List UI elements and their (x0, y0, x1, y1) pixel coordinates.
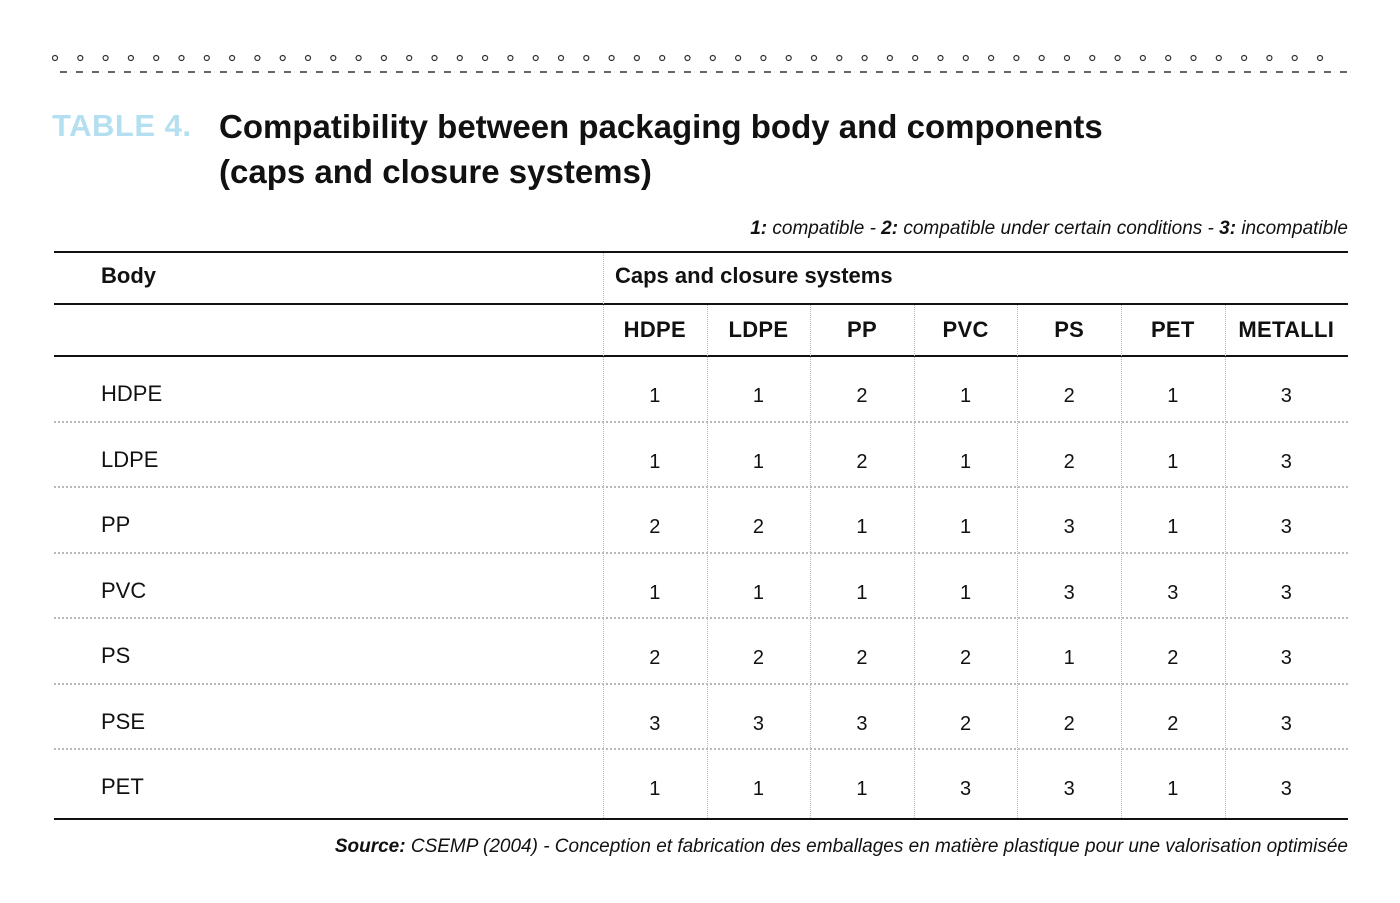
border-circle (786, 56, 791, 61)
compat-cell-metalli: 3 (1280, 778, 1292, 800)
compat-cell-hdpe: 1 (649, 385, 661, 407)
legend-text-3: incompatible (1236, 218, 1348, 239)
border-circle (1242, 56, 1247, 61)
row-label: HDPE (101, 381, 163, 406)
border-circle (381, 56, 386, 61)
compat-cell-pvc: 1 (960, 385, 972, 407)
border-circle (584, 56, 589, 61)
border-circle (179, 56, 184, 61)
compat-cell-ldpe: 3 (752, 712, 764, 735)
column-header-pet: PET (1150, 317, 1195, 342)
border-circle (1065, 56, 1070, 61)
column-header-pp: PP (847, 317, 877, 342)
table-number-label: TABLE 4. (52, 108, 192, 143)
table-bottom-rule (54, 818, 1348, 820)
table-row-ps (54, 617, 1348, 682)
compat-cell-pet: 1 (1167, 778, 1179, 800)
border-circle (432, 56, 437, 61)
border-circle (1140, 56, 1145, 61)
compat-cell-pet: 1 (1167, 385, 1179, 407)
border-circle (1191, 56, 1196, 61)
border-circle (204, 56, 209, 61)
legend-key-2: 2: (881, 218, 899, 239)
legend-key-1: 1: (750, 218, 768, 239)
compat-cell-ps: 2 (1063, 450, 1075, 473)
border-circle (230, 56, 235, 61)
compat-cell-metalli: 3 (1280, 647, 1292, 669)
compat-cell-ps: 3 (1063, 581, 1075, 604)
border-circle (913, 56, 918, 61)
table-title-line-1: Compatibility between packaging body and components (219, 108, 1103, 145)
source-label: Source: (334, 836, 406, 857)
border-circle (533, 56, 538, 61)
compat-cell-pvc: 1 (960, 450, 972, 473)
compat-cell-pp: 2 (856, 385, 868, 407)
table-title-line-2: (caps and closure systems) (219, 153, 652, 190)
compat-cell-metalli: 3 (1280, 516, 1292, 538)
border-circle (1216, 56, 1221, 61)
compat-cell-pet: 2 (1167, 647, 1179, 669)
compat-cell-metalli: 3 (1280, 581, 1292, 604)
border-circle (634, 56, 639, 61)
border-circle (887, 56, 892, 61)
legend (750, 218, 1348, 240)
border-circle (559, 56, 564, 61)
compat-cell-pvc: 2 (960, 712, 972, 735)
compat-cell-metalli: 3 (1280, 450, 1292, 473)
border-circle (255, 56, 260, 61)
border-circle (1090, 56, 1095, 61)
source-note (335, 836, 1348, 858)
compat-cell-ps: 2 (1063, 385, 1075, 407)
table-row-hdpe (54, 355, 1348, 420)
border-circle (457, 56, 462, 61)
border-circle (1166, 56, 1171, 61)
compat-cell-hdpe: 1 (649, 778, 661, 800)
compat-cell-pvc: 2 (960, 647, 972, 669)
border-circle (53, 56, 58, 61)
border-circle (508, 56, 513, 61)
decorative-top-border (52, 52, 1348, 78)
compat-cell-ldpe: 2 (752, 516, 764, 538)
compat-cell-hdpe: 3 (649, 712, 661, 735)
border-circle (306, 56, 311, 61)
table-title (219, 104, 1319, 194)
compat-cell-hdpe: 2 (649, 516, 661, 538)
legend-key-3: 3: (1219, 218, 1237, 239)
row-label: LDPE (101, 446, 159, 472)
compat-cell-pvc: 3 (960, 778, 972, 800)
border-circle (356, 56, 361, 61)
border-circle (812, 56, 817, 61)
border-circle (660, 56, 665, 61)
compat-cell-pp: 2 (856, 647, 868, 669)
border-circle (154, 56, 159, 61)
border-circle (1115, 56, 1120, 61)
compat-cell-metalli: 3 (1280, 712, 1292, 735)
border-circle (685, 56, 690, 61)
compat-cell-pp: 1 (856, 516, 868, 538)
column-header-pvc: PVC (942, 317, 989, 342)
border-circle (280, 56, 285, 61)
compat-cell-metalli: 3 (1280, 385, 1292, 407)
compat-cell-pp: 2 (856, 450, 868, 473)
compat-cell-ps: 1 (1063, 647, 1075, 669)
border-circle (761, 56, 766, 61)
border-circle (1292, 56, 1297, 61)
table-row-pvc (54, 552, 1348, 617)
compat-cell-ldpe: 1 (752, 450, 764, 473)
body-column-header: Body (101, 263, 156, 288)
row-label: PET (101, 774, 144, 799)
caps-group-header: Caps and closure systems (615, 263, 893, 288)
border-circle (78, 56, 83, 61)
border-circle (483, 56, 488, 61)
compat-cell-pet: 1 (1167, 450, 1179, 473)
border-circle (736, 56, 741, 61)
table-row-pp (54, 486, 1348, 551)
compat-cell-ps: 2 (1063, 712, 1075, 735)
compat-cell-ps: 3 (1063, 778, 1075, 800)
compat-cell-pp: 1 (856, 581, 868, 604)
border-circle (1318, 56, 1323, 61)
border-circle (103, 56, 108, 61)
legend-text-1: compatible - (767, 218, 882, 239)
table-top-rule (54, 251, 1348, 253)
compat-cell-pp: 3 (856, 712, 868, 735)
legend-text-2: compatible under certain conditions - (898, 218, 1220, 239)
column-header-ldpe: LDPE (728, 317, 789, 342)
compat-cell-hdpe: 1 (649, 581, 661, 604)
row-label: PP (101, 512, 131, 537)
border-circle (609, 56, 614, 61)
border-circle (1039, 56, 1044, 61)
border-circle (837, 56, 842, 61)
table-row-pet (54, 748, 1348, 813)
column-header-hdpe: HDPE (623, 317, 686, 342)
compat-cell-pp: 1 (856, 778, 868, 800)
compat-cell-ldpe: 1 (752, 385, 764, 407)
border-circle (331, 56, 336, 61)
border-circle (407, 56, 412, 61)
compat-cell-pet: 3 (1167, 581, 1179, 604)
source-text: CSEMP (2004) - Conception et fabrication des emballages en matière plastique pour une valorisation optimisée (405, 836, 1348, 857)
compat-cell-ldpe: 2 (752, 647, 764, 669)
column-header-ps: PS (1054, 317, 1085, 342)
border-circle (963, 56, 968, 61)
border-circle (862, 56, 867, 61)
border-circle (938, 56, 943, 61)
compat-cell-hdpe: 1 (649, 450, 661, 473)
compat-cell-pvc: 1 (960, 516, 972, 538)
compat-cell-ldpe: 1 (752, 778, 764, 800)
compat-cell-pvc: 1 (960, 581, 972, 604)
compat-cell-pet: 1 (1167, 516, 1179, 538)
border-circle (989, 56, 994, 61)
border-circle (128, 56, 133, 61)
compat-cell-ldpe: 1 (752, 581, 764, 604)
table-row-pse (54, 683, 1348, 748)
compat-cell-hdpe: 2 (649, 647, 661, 669)
table-row-ldpe (54, 421, 1348, 486)
border-circle (1014, 56, 1019, 61)
row-label: PVC (101, 577, 147, 603)
compat-cell-ps: 3 (1063, 516, 1075, 538)
border-circle (1267, 56, 1272, 61)
row-label: PS (101, 643, 131, 668)
row-label: PSE (101, 708, 146, 734)
compatibility-table (54, 251, 1348, 821)
column-header-metalli: METALLI (1238, 317, 1335, 342)
border-circle (710, 56, 715, 61)
compat-cell-pet: 2 (1167, 712, 1179, 735)
